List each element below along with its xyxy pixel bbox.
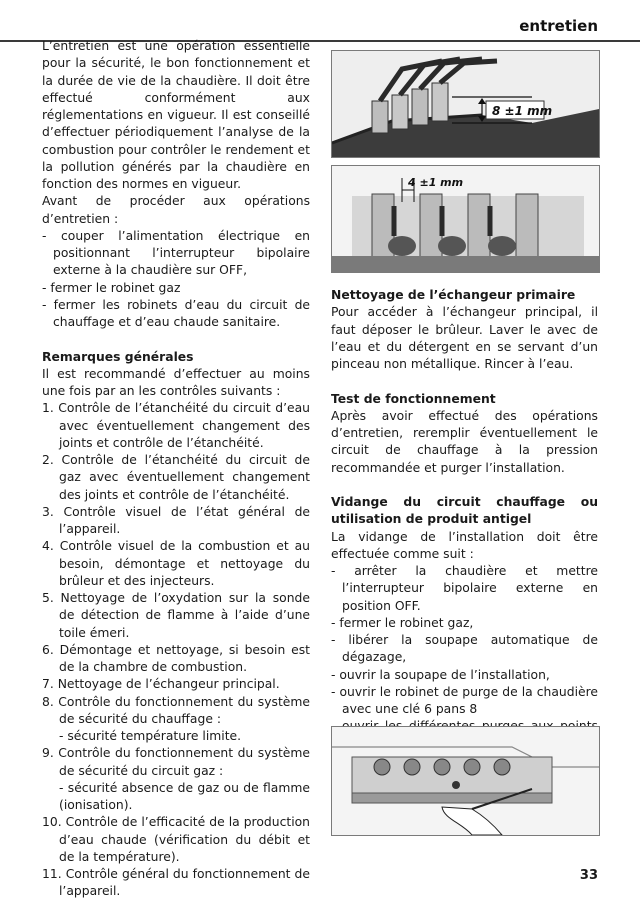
before-paragraph: Avant de procéder aux opérations d’entretien : <box>42 194 310 226</box>
gap-label: 8 ±1 mm <box>492 104 553 118</box>
page-number: 33 <box>579 868 598 883</box>
list-item: - couper l’alimentation électrique en positionnant l’interrupteur bipolaire externe à la chaudière sur OFF, <box>42 228 310 278</box>
check-item: 9. Contrôle du fonctionnement du système de sécurité du circuit gaz : <box>42 746 310 778</box>
check-item: 8. Contrôle du fonctionnement du système de sécurité du chauffage : <box>42 694 310 726</box>
burner-gap-figure <box>331 50 600 158</box>
check-item: 11. Contrôle général du fonctionnement de l’appareil. <box>42 867 310 899</box>
right-column <box>331 287 598 770</box>
check-item: 6. Démontage et nettoyage, si besoin est de la chambre de combustion. <box>42 642 310 674</box>
general-text: Il est recommandé d’effectuer au moins une fois par an les contrôles suivants : <box>42 366 310 398</box>
drain-text: La vidange de l’installation doit être effectuée comme suit : <box>331 529 598 561</box>
check-subitem: - sécurité absence de gaz ou de flamme (ionisation). <box>59 780 310 812</box>
check-subitem: - sécurité température limite. <box>59 729 242 743</box>
list-item: - fermer le robinet gaz, <box>331 615 474 630</box>
injector-gap-figure <box>331 165 600 273</box>
intro-paragraph: L’entretien est une opération essentielle pour la sécurité, le bon fonctionnement et la durée de vie de la chaudière. Il doit être effectué conformément aux réglementations en vigueur. Il est conseillé d’effectuer périodiquement l’analyse de la combustion pour contrôler le rendement et la pollution générés par la chaudière en fonction des normes en vigueur. <box>42 39 310 191</box>
list-item: - ouvrir la soupape de l’installation, <box>331 667 550 682</box>
test-title: Test de fonctionnement <box>331 391 496 406</box>
list-item: - arrêter la chaudière et mettre l’interrupteur bipolaire externe en position OFF. <box>331 564 598 613</box>
check-item: 7. Nettoyage de l’échangeur principal. <box>42 677 280 692</box>
check-item: 3. Contrôle visuel de l’état général de l’appareil. <box>42 504 310 536</box>
test-text: Après avoir effectué des opérations d’entretien, reremplir éventuellement le circuit de chauffage à la pression recommandée et purger l’installation. <box>331 408 598 475</box>
check-item: 10. Contrôle de l’efficacité de la production d’eau chaude (vérification du débit et de la température). <box>42 815 310 864</box>
check-item: 4. Contrôle visuel de la combustion et au besoin, démontage et nettoyage du brûleur et des injecteurs. <box>42 539 310 588</box>
check-item: 2. Contrôle de l’étanchéité du circuit de gaz avec éventuellement changement des joints et contrôle de l’étanchéité. <box>42 453 310 502</box>
check-item: 5. Nettoyage de l’oxydation sur la sonde de détection de flamme à l’aide d’une toile émeri. <box>42 591 310 640</box>
list-item: - fermer les robinets d’eau du circuit de chauffage et d’eau chaude sanitaire. <box>42 297 310 329</box>
left-column <box>42 38 310 901</box>
drain-title: Vidange du circuit chauffage ou utilisation de produit antigel <box>331 495 598 527</box>
list-item: - fermer le robinet gaz <box>42 280 181 295</box>
list-item: - ouvrir le robinet de purge de la chaudière avec une clé 6 pans 8 <box>331 684 598 716</box>
drain-valve-figure <box>331 726 600 836</box>
exchanger-text: Pour accéder à l’échangeur principal, il faut déposer le brûleur. Laver le avec de l’eau et du détergent en se servant d’un pinceau non métallique. Rincer à l’eau. <box>331 305 598 371</box>
list-item: - libérer la soupape automatique de dégazage, <box>331 633 598 665</box>
exchanger-title: Nettoyage de l’échangeur primaire <box>331 288 576 302</box>
section-title: entretien <box>519 17 598 35</box>
check-item: 1. Contrôle de l’étanchéité du circuit d’eau avec éventuellement changement des joints et contrôle de l’étanchéité. <box>42 401 310 450</box>
general-title: Remarques générales <box>42 349 194 364</box>
injector-gap-label: 4 ±1 mm <box>408 176 464 189</box>
